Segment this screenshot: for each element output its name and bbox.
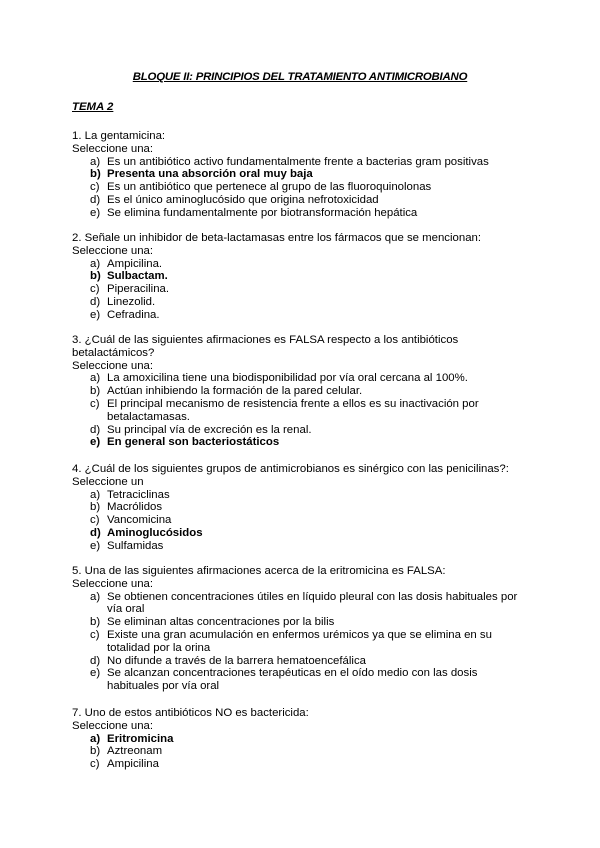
option [72, 283, 532, 296]
option-text: Ampicilina. [107, 257, 163, 270]
option [72, 667, 532, 693]
option-text: Sulbactam. [107, 270, 168, 283]
option [72, 758, 532, 771]
option-letter: e) [90, 206, 101, 219]
option [72, 514, 542, 527]
option [72, 156, 532, 169]
option-letter: d) [90, 423, 101, 436]
question-1 [72, 130, 532, 220]
option-letter: a) [90, 590, 101, 603]
option [72, 296, 532, 309]
question-instruction: Seleccione un [72, 475, 144, 488]
option-letter: b) [90, 385, 101, 398]
option [72, 372, 532, 385]
option-text: Piperacilina. [107, 283, 170, 296]
option-text: Actúan inhibiendo la formación de la pared celular. [107, 385, 363, 398]
option-letter: a) [90, 155, 101, 168]
question-5 [72, 565, 532, 693]
question-instruction: Seleccione una: [72, 577, 154, 590]
option [72, 385, 532, 398]
option-text: Macrólidos [107, 501, 163, 514]
option-text: Es un antibiótico activo fundamentalmente frente a bacterias gram positivas [107, 155, 489, 168]
option-text: Se alcanzan concentraciones terapéuticas en el oído medio con las dosis habituales por vía oral [107, 667, 478, 693]
option [72, 207, 532, 220]
page-title: BLOQUE II: PRINCIPIOS DEL TRATAMIENTO ANTIMICROBIANO [132, 71, 468, 83]
option [72, 501, 542, 514]
question-instruction: Seleccione una: [72, 244, 154, 257]
option-letter: d) [90, 526, 101, 539]
option-letter: a) [90, 732, 101, 745]
option [72, 540, 542, 553]
section-heading: TEMA 2 [72, 101, 114, 113]
option-text: Presenta una absorción oral muy baja [107, 168, 313, 181]
option-list [72, 258, 532, 322]
option-letter: b) [90, 616, 101, 629]
option-text: Vancomicina [107, 514, 172, 527]
option-letter: b) [90, 501, 101, 514]
option-text: Eritromicina [107, 732, 174, 745]
option [72, 194, 532, 207]
option-text: Linezolid. [107, 295, 156, 308]
option-letter: e) [90, 667, 101, 680]
option [72, 616, 532, 629]
option-letter: b) [90, 270, 101, 283]
option-text: Es el único aminoglucósido que origina nefrotoxicidad [107, 193, 379, 206]
option [72, 309, 532, 322]
option-text: Sulfamidas [107, 539, 164, 552]
option-text: Se elimina fundamentalmente por biotransformación hepática [107, 206, 418, 219]
option-letter: c) [90, 758, 100, 771]
option-text: Ampicilina [107, 758, 159, 771]
option-letter: b) [90, 745, 101, 758]
option-letter: c) [90, 514, 100, 527]
option-letter: e) [90, 436, 101, 449]
question-instruction: Seleccione una: [72, 719, 154, 732]
option-letter: c) [90, 283, 100, 296]
question-stem: 5. Una de las siguientes afirmaciones acerca de la eritromicina es FALSA: [72, 565, 446, 577]
option-letter: c) [90, 397, 100, 410]
option-letter: a) [90, 372, 101, 385]
option [72, 489, 542, 502]
option [72, 398, 487, 424]
option-text: No difunde a través de la barrera hematoencefálica [107, 654, 366, 667]
option [72, 745, 532, 758]
option-letter: c) [90, 628, 100, 641]
option-letter: c) [90, 181, 100, 194]
option-text: Se eliminan altas concentraciones por la bilis [107, 616, 335, 629]
option-text: En general son bacteriostáticos [107, 436, 280, 449]
option-letter: e) [90, 539, 101, 552]
question-7 [72, 707, 532, 771]
question-4 [72, 463, 542, 553]
option-correct [72, 168, 532, 181]
option-list [72, 591, 532, 693]
question-stem: 2. Señale un inhibidor de beta-lactamasas entre los fármacos que se mencionan: [72, 232, 482, 244]
option-text: Aminoglucósidos [107, 526, 203, 539]
option-correct [72, 733, 532, 746]
option-correct [72, 436, 532, 449]
option-text: Su principal vía de excreción es la renal. [107, 423, 312, 436]
option-correct [72, 270, 532, 283]
question-stem: 1. La gentamicina: [72, 130, 166, 142]
option-correct [72, 527, 542, 540]
option-list [72, 489, 542, 553]
question-2 [72, 232, 532, 322]
option-letter: e) [90, 308, 101, 321]
option-letter: d) [90, 295, 101, 308]
question-stem: 3. ¿Cuál de las siguientes afirmaciones es FALSA respecto a los antibióticos betalactámicos? [72, 334, 459, 359]
option-text: Cefradina. [107, 308, 160, 321]
option-letter: a) [90, 488, 101, 501]
option-text: El principal mecanismo de resistencia frente a ellos es su inactivación por betalactamasas. [107, 397, 479, 423]
option-letter: b) [90, 168, 101, 181]
question-instruction: Seleccione una: [72, 142, 154, 155]
option-letter: d) [90, 193, 101, 206]
option-list [72, 372, 532, 449]
question-stem: 4. ¿Cuál de los siguientes grupos de antimicrobianos es sinérgico con las penicilinas?: [72, 463, 509, 475]
option [72, 655, 532, 668]
question-stem: 7. Uno de estos antibióticos NO es bactericida: [72, 707, 309, 719]
option-text: Tetraciclinas [107, 488, 170, 501]
option-text: Se obtienen concentraciones útiles en líquido pleural con las dosis habituales por vía oral [107, 590, 518, 616]
option-list [72, 156, 532, 220]
option [72, 629, 527, 655]
option [72, 591, 532, 617]
question-instruction: Seleccione una: [72, 359, 154, 372]
question-3 [72, 334, 479, 449]
option [72, 181, 532, 194]
option-text: La amoxicilina tiene una biodisponibilidad por vía oral cercana al 100%. [107, 372, 468, 385]
option [72, 424, 532, 437]
option-text: Existe una gran acumulación en enfermos urémicos ya que se elimina en su totalidad por la orina [107, 628, 492, 654]
option-letter: d) [90, 654, 101, 667]
option-list [72, 733, 532, 771]
option-text: Es un antibiótico que pertenece al grupo de las fluoroquinolonas [107, 181, 432, 194]
option-letter: a) [90, 257, 101, 270]
option [72, 258, 532, 271]
option-text: Aztreonam [107, 745, 163, 758]
